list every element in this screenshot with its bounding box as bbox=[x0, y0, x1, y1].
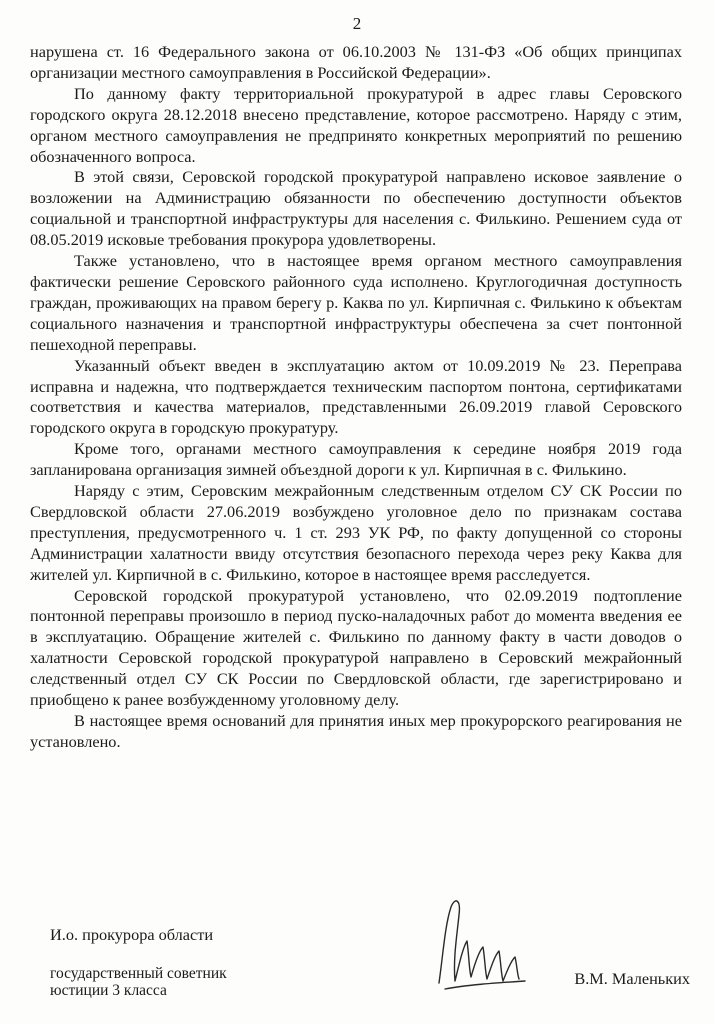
paragraph: Серовской городской прокуратурой установлено, что 02.09.2019 подтопление понтонной переправы произошло в период пуско-наладочных работ до момента введения ее в эксплуатацию. Обращение жителей с. Филькино по данному факту в части доводов о халатности Серовской городской прокуратурой направлено в Серовский межрайонный следственный отдел СУ СК России по Свердловской области, где зарегистрировано и приобщено к ранее возбужденному уголовному делу. bbox=[30, 585, 682, 710]
paragraph: Также установлено, что в настоящее время органом местного самоуправления фактически решение Серовского районного суда исполнено. Круглогодичная доступность граждан, проживающих на правом берегу р. Каква по ул. Кирпичная с. Филькино к объектам социального назначения и транспортной инфраструктуры обеспечена за счет понтонной пешеходной переправы. bbox=[30, 251, 682, 354]
paragraph: Наряду с этим, Серовским межрайонным следственным отделом СУ СК России по Свердловской области 27.06.2019 возбуждено уголовное дело по признакам состава преступления, предусмотренного ч. 1 ст. 293 УК РФ, по факту допущенной со стороны Администрации халатности ввиду отсутствия безопасного перехода через реку Каква для жителей ул. Кирпичной в с. Филькино, которое в настоящее время расследуется. bbox=[30, 481, 682, 584]
paragraph: В настоящее время оснований для принятия иных мер прокурорского реагирования не установлено. bbox=[30, 711, 682, 751]
signature-block bbox=[30, 925, 690, 1015]
paragraph: нарушена ст. 16 Федерального закона от 06.10.2003 № 131-ФЗ «Об общих принципах организации местного самоуправления в Российской Федерации». bbox=[30, 42, 682, 82]
signer-name: В.М. Маленьких bbox=[574, 969, 690, 988]
paragraph: Указанный объект введен в эксплуатацию актом от 10.09.2019 № 23. Переправа исправна и надежна, что подтверждается техническим паспортом понтона, сертификатами соответствия и качества материалов, представленными 26.09.2019 главой Серовского городского округа в городскую прокуратуру. bbox=[30, 355, 682, 438]
signer-title: И.о. прокурора области bbox=[50, 925, 214, 944]
paragraph: В этой связи, Серовской городской прокуратурой направлено исковое заявление о возложении на Администрацию обязанности по обеспечению доступности объектов социальной и транспортной инфраструктуры для населения с. Филькино. Решением суда от 08.05.2019 исковые требования прокурора удовлетворены. bbox=[30, 167, 682, 250]
signer-rank-line: государственный советник bbox=[50, 965, 227, 982]
paragraph: По данному факту территориальной прокуратурой в адрес главы Серовского городского округа 28.12.2018 внесено представление, которое рассмотрено. Наряду с этим, органом местного самоуправления не предпринято конкретных мероприятий по решению обозначенного вопроса. bbox=[30, 83, 682, 166]
paragraph: Кроме того, органами местного самоуправления к середине ноября 2019 года запланирована организация зимней объездной дороги к ул. Кирпичная в с. Филькино. bbox=[30, 439, 682, 480]
page-number: 2 bbox=[352, 14, 362, 33]
handwritten-signature-icon bbox=[425, 885, 535, 1005]
letter-body bbox=[30, 42, 682, 753]
signer-rank bbox=[50, 965, 290, 999]
signer-rank-line: юстиции 3 класса bbox=[50, 982, 167, 999]
